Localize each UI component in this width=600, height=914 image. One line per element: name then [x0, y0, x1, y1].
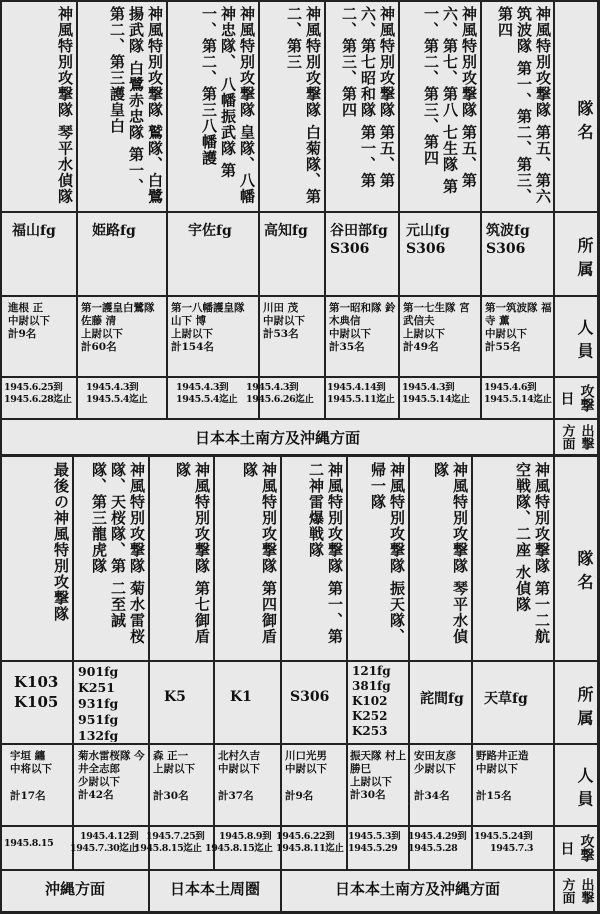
bottom-unit-name: 神風特別攻撃隊 菊水雷桜隊、天桜隊、第 二至誠隊、第三龍虎隊	[90, 462, 146, 645]
bottom-col-divider-3	[346, 456, 348, 870]
bottom-row-divider-3	[0, 825, 600, 827]
bottom-unit-name: 神風特別攻撃隊 第一、第二神雷爆戦隊	[307, 462, 344, 645]
top-unit-dates: 1945.4.3到 1945.5.4迄止	[86, 382, 148, 405]
top-row-divider-4	[0, 418, 600, 420]
bottom-row-divider-2	[0, 743, 600, 745]
bottom-sortie-area-south: 日本本土南方及沖縄方面	[334, 880, 500, 898]
header-attack-day: 攻撃 日	[558, 384, 595, 412]
bottom-unit-base: S306	[290, 689, 330, 705]
top-unit-dates: 1945.4.6到 1945.5.14迄止	[484, 382, 552, 405]
header-personnel: 人 員	[575, 318, 594, 360]
bottom-unit-base: K5	[164, 689, 186, 705]
bottom-unit-base: 詫間fg	[420, 691, 464, 707]
header-base: 所 属	[575, 236, 594, 278]
border-left	[0, 0, 2, 914]
header-attack-day-bottom: 攻撃 日	[558, 834, 595, 862]
top-unit-base: 元山fg S306	[406, 223, 450, 257]
top-unit-personnel: 第一八幡護皇隊 山下 博 上尉以下 計154名	[171, 302, 245, 353]
bottom-col-divider-2	[408, 456, 410, 870]
bottom-unit-name: 神風特別攻撃隊 第七御盾隊	[174, 462, 211, 645]
header-sortie-area: 出撃 方面	[559, 424, 594, 450]
border-top	[0, 0, 600, 2]
bottom-unit-name: 神風特別攻撃隊 第一二航空戦隊、二座 水偵隊	[514, 462, 551, 645]
bottom-unit-base: 天草fg	[484, 691, 528, 707]
bottom-sortie-area-okinawa: 沖縄方面	[44, 880, 105, 898]
top-unit-dates: 1945.4.3到 1945.5.4迄止	[176, 382, 238, 405]
bottom-unit-personnel: 宇垣 纏 中将以下 計17名	[10, 750, 52, 802]
bottom-unit-dates: 1945.5.24到 1945.7.3	[474, 831, 534, 854]
top-unit-dates: 1945.6.25到 1945.6.28迄止	[4, 382, 72, 405]
top-unit-base: 宇佐fg	[188, 223, 232, 239]
top-col-divider-3	[324, 0, 326, 419]
section-divider	[0, 454, 600, 457]
bottom-unit-base: 901fg K251 931fg 951fg 132fg	[78, 664, 119, 742]
bottom-unit-personnel: 北村久吉 中尉以下 計37名	[218, 750, 260, 802]
top-unit-personnel: 第一七生隊 宮武信夫 上尉以下 計49名	[403, 302, 470, 353]
header-column-divider	[553, 0, 555, 914]
bottom-unit-name: 神風特別攻撃隊 第四御盾隊	[241, 462, 278, 645]
header-sortie-area-bottom: 出撃 方面	[559, 878, 594, 904]
bottom-unit-dates: 1945.5.3到 1945.5.29	[348, 831, 401, 854]
top-unit-personnel: 第一昭和隊 鈴木典信 中尉以下 計35名	[329, 302, 396, 353]
bottom-unit-dates: 1945.4.29到 1945.5.28	[408, 831, 467, 854]
bottom-col-divider-7	[72, 456, 74, 870]
top-row-divider-2	[0, 295, 600, 297]
top-unit-base: 福山fg	[12, 223, 56, 239]
bottom-unit-personnel: 菊水雷桜隊 今井全志郎 少尉以下 計42名	[78, 750, 145, 801]
top-col-divider-1	[480, 0, 482, 419]
top-col-divider-4	[258, 0, 260, 419]
bottom-unit-dates: 1945.6.22到 1945.8.11迄止	[276, 831, 344, 854]
top-col-divider-2	[398, 0, 400, 419]
top-unit-dates: 1945.4.14到 1945.5.11迄止	[327, 382, 395, 405]
bottom-unit-personnel: 野路井正造 中尉以下 計15名	[476, 750, 529, 802]
top-col-divider-5	[166, 0, 168, 419]
top-unit-name: 神風特別攻撃隊 第五、第六筑波隊 第一、第二、第三、第四	[496, 6, 552, 205]
bottom-unit-name: 神風特別攻撃隊 振天隊、帰一隊	[369, 462, 406, 645]
bottom-unit-dates: 1945.4.12到 1945.7.30迄止	[70, 831, 139, 854]
bottom-row-divider-4	[0, 869, 600, 871]
top-unit-base: 高知fg	[264, 223, 308, 239]
top-row-divider-1	[0, 211, 600, 213]
top-unit-dates: 1945.4.3到 1945.5.14迄止	[402, 382, 470, 405]
bottom-unit-dates: 1945.8.9到 1945.8.15迄止	[205, 831, 273, 854]
top-unit-name: 神風特別攻撃隊 琴平水偵隊	[56, 6, 74, 205]
header-unit-name: 隊 名	[575, 99, 594, 141]
bottom-unit-dates: 1945.7.25到 1945.8.15迄止	[134, 831, 205, 854]
top-unit-personnel: 第一筑波隊 福寺 薫 中尉以下 計55名	[485, 302, 552, 353]
top-unit-name: 神風特別攻撃隊 鷲隊、白鷺揚武隊 白鷺赤忠隊 第一、第二、第三護皇白	[108, 6, 164, 205]
top-unit-personnel: 第一護皇白鷺隊 佐藤 清 上尉以下 計60名	[81, 302, 155, 353]
bottom-unit-name: 最後の神風特別攻撃隊	[52, 462, 70, 622]
bottom-col-divider-5	[213, 456, 215, 870]
top-unit-personnel: 川田 茂 中尉以下 計53名	[263, 302, 305, 340]
bottom-unit-base: K103 K105	[14, 673, 59, 711]
top-unit-base: 筑波fg S306	[486, 223, 530, 257]
top-unit-name: 神風特別攻撃隊 白菊隊、第二、第三	[285, 6, 322, 205]
top-row-divider-3	[0, 376, 600, 378]
header-base-bottom: 所 属	[575, 685, 594, 727]
top-unit-dates: 1945.4.3到 1945.6.26迄止	[246, 382, 314, 405]
top-unit-name: 神風特別攻撃隊 第五、第六、第七、第八 七生隊 第一、第二、第三、第四	[422, 6, 478, 195]
top-unit-personnel: 進根 正 中尉以下 計9名	[8, 302, 50, 340]
bottom-unit-base: K1	[230, 689, 252, 705]
top-unit-base: 姫路fg	[92, 223, 136, 239]
bottom-unit-personnel: 川口光男 中尉以下 計9名	[285, 750, 327, 802]
bottom-unit-personnel: 森 正一 上尉以下 計30名	[153, 750, 195, 802]
bottom-unit-dates: 1945.8.15	[4, 838, 54, 849]
bottom-unit-personnel: 安田友彦 少尉以下 計34名	[414, 750, 456, 802]
bottom-sortie-area-homeland: 日本本土周圏	[169, 880, 260, 898]
bottom-unit-base: 121fg 381fg K102 K252 K253	[352, 664, 391, 738]
header-unit-name-bottom: 隊 名	[575, 549, 594, 591]
top-col-divider-6	[76, 0, 78, 419]
top-sortie-area: 日本本土南方及沖縄方面	[194, 429, 360, 447]
top-unit-name: 神風特別攻撃隊 第五、第六、第七昭和隊 第一、第二、第三、第四	[340, 6, 396, 189]
top-unit-name: 神風特別攻撃隊 皇隊、八幡神忠隊、 八幡振武隊 第一、第二、第三八幡護	[200, 6, 256, 205]
header-personnel-bottom: 人 員	[575, 766, 594, 808]
bottom-unit-personnel: 振天隊 村上勝巳 上尉以下 計30名	[350, 750, 407, 801]
bottom-unit-name: 神風特別攻撃隊 琴平水偵隊	[432, 462, 469, 645]
bottom-row-divider-1	[0, 660, 600, 662]
top-unit-base: 谷田部fg S306	[330, 223, 388, 257]
